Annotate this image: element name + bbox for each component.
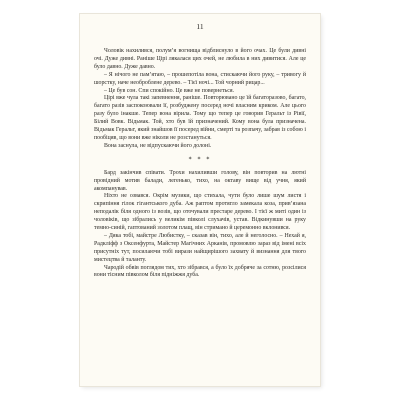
- paragraph: Бард закінчив співати. Трохи нахиливши голову, він повторив на лютні провідний мотив балади, легенько, тихо, на октаву вище від учня, який акомпанував.: [94, 169, 306, 192]
- paragraph: Ніхто не озвався. Окрім музики, що стихала, чути було лише шум листя і скрипіння гілок гігантського дуба. Аж раптом протягло замекала коза, прив’язана неподалік біля одного із возів, що оточували престаре дерево. І тієї ж миті один із чоловіків, що зібрались у великім півколі слухачів, устав. Відкинувши на руку темно-синій, гаптований золотом плащ, він стримано й церемонно вклонився.: [94, 193, 306, 232]
- page-number: 11: [196, 22, 204, 31]
- book-page: [80, 14, 320, 386]
- body-text: [94, 48, 306, 280]
- paragraph: Чародій обвів поглядом тих, хто зібрався, а було їх добряче за сотню, розсілися вони тісним півколом біля підніжжя дуба.: [94, 264, 306, 279]
- paragraph: – Я нічого не пам’ятаю, – прошепотіла вона, стискаючи його руку, – тривогу й шорстку, наче необроблене дерево. – Тієї ночі... Той чорний рицар...: [94, 71, 306, 86]
- paragraph: Чоловік нахилився, полум’я вогнища відблиснуло в його очах. Це були дивні очі. Дуже дивні. Раніше Цірі лякалася цих очей, не любила в них дивитися. Але це було давно. Дуже давно.: [94, 48, 306, 70]
- paragraph: Цірі вже чула такі запевнення, раніше. Повторювано це їй багаторазово, багато, багато разів заспокоювали її, розбуджену посеред ночі власним криком. Але цього разу було інакше. Тепер вона вірила. Тому що тепер це говорив Геральт із Рівії, Білий Вовк. Відьмак. Той, хто був їй призначений. Кому вона була призначена. Відьмак Геральт, який знайшов її посеред війни, смерті та розпачу, забрав із собою і пообіцяв, що вони вже ніколи не розстануться.: [94, 95, 306, 141]
- paragraph: – Дяка тобі, майстре Любистку, – сказав він, тихо, але й неголосно. – Нехай я, Радкліфф з Оксенфурта, Майстер Магічних Арканів, промовлю зараз від імені всіх присутніх тут, посилаючи тобі вирази найщирішого захвату й визнання для твого мистецтва й таланту.: [94, 232, 306, 263]
- paragraph: – Це був сон. Спи спокійно. Це вже не повернеться.: [104, 87, 235, 94]
- paragraph: Вона заснула, не відпускаючи його долоні.: [104, 142, 212, 149]
- scene-separator: * * *: [188, 155, 212, 163]
